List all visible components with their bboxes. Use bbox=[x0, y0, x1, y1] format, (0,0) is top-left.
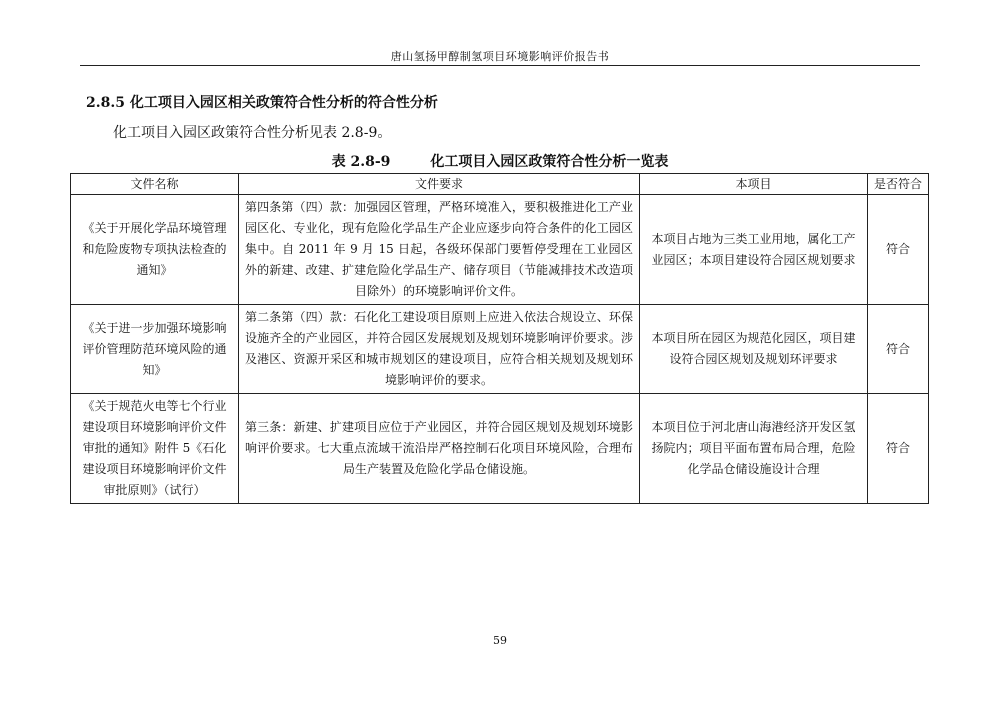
project-cell: 本项目所在园区为规范化园区，项目建设符合园区规划及规划环评要求 bbox=[640, 305, 868, 394]
table-caption-title: 化工项目入园区政策符合性分析一览表 bbox=[430, 154, 669, 170]
document-name-cell: 《关于开展化学品环境管理和危险废物专项执法检查的通知》 bbox=[71, 195, 239, 305]
document-name-cell: 《关于规范火电等七个行业建设项目环境影响评价文件审批的通知》附件 5《石化建设项目环境影响评价文件审批原则》（试行） bbox=[71, 394, 239, 504]
page-number: 59 bbox=[493, 634, 507, 647]
section-heading: 2.8.5 化工项目入园区相关政策符合性分析的符合性分析 bbox=[86, 95, 438, 111]
intro-paragraph: 化工项目入园区政策符合性分析见表 2.8-9。 bbox=[113, 125, 392, 141]
requirement-cell: 第三条：新建、扩建项目应位于产业园区，并符合园区规划及规划环境影响评价要求。七大重点流域干流沿岸严格控制石化项目环境风险，合理布局生产装置及危险化学品仓储设施。 bbox=[239, 394, 640, 504]
project-cell: 本项目位于河北唐山海港经济开发区氢扬院内；项目平面布置布局合理，危险化学品仓储设施设计合理 bbox=[640, 394, 868, 504]
running-header: 唐山氢扬甲醇制氢项目环境影响评价报告书 bbox=[390, 50, 610, 63]
compliance-cell: 符合 bbox=[868, 305, 929, 394]
compliance-cell: 符合 bbox=[868, 195, 929, 305]
column-header-requirement: 文件要求 bbox=[239, 174, 640, 195]
column-header-project: 本项目 bbox=[640, 174, 868, 195]
table-row bbox=[71, 195, 929, 305]
column-header-document: 文件名称 bbox=[71, 174, 239, 195]
table-header-row bbox=[71, 174, 929, 195]
requirement-cell: 第四条第（四）款：加强园区管理，严格环境准入，要积极推进化工产业园区化、专业化，现有危险化学品生产企业应逐步向符合条件的化工园区集中。自 2011 年 9 月 15 日起，各级环保部门要暂停受理在工业园区外的新建、改建、扩建危险化学品生产、储存项目（节能减排技术改造项目除外）的环境影响评价文件。 bbox=[239, 195, 640, 305]
requirement-cell: 第二条第（四）款：石化化工建设项目原则上应进入依法合规设立、环保设施齐全的产业园区，并符合园区发展规划及规划环境影响评价要求。涉及港区、资源开采区和城市规划区的建设项目，应符合相关规划及规划环境影响评价的要求。 bbox=[239, 305, 640, 394]
document-name-cell: 《关于进一步加强环境影响评价管理防范环境风险的通知》 bbox=[71, 305, 239, 394]
project-cell: 本项目占地为三类工业用地，属化工产业园区；本项目建设符合园区规划要求 bbox=[640, 195, 868, 305]
column-header-compliance: 是否符合 bbox=[868, 174, 929, 195]
table-caption-number: 表 2.8-9 bbox=[331, 154, 391, 170]
table-row bbox=[71, 305, 929, 394]
header-rule bbox=[80, 65, 920, 66]
table-caption bbox=[0, 151, 1000, 171]
table-row bbox=[71, 394, 929, 504]
compliance-cell: 符合 bbox=[868, 394, 929, 504]
policy-compliance-table bbox=[70, 173, 929, 504]
